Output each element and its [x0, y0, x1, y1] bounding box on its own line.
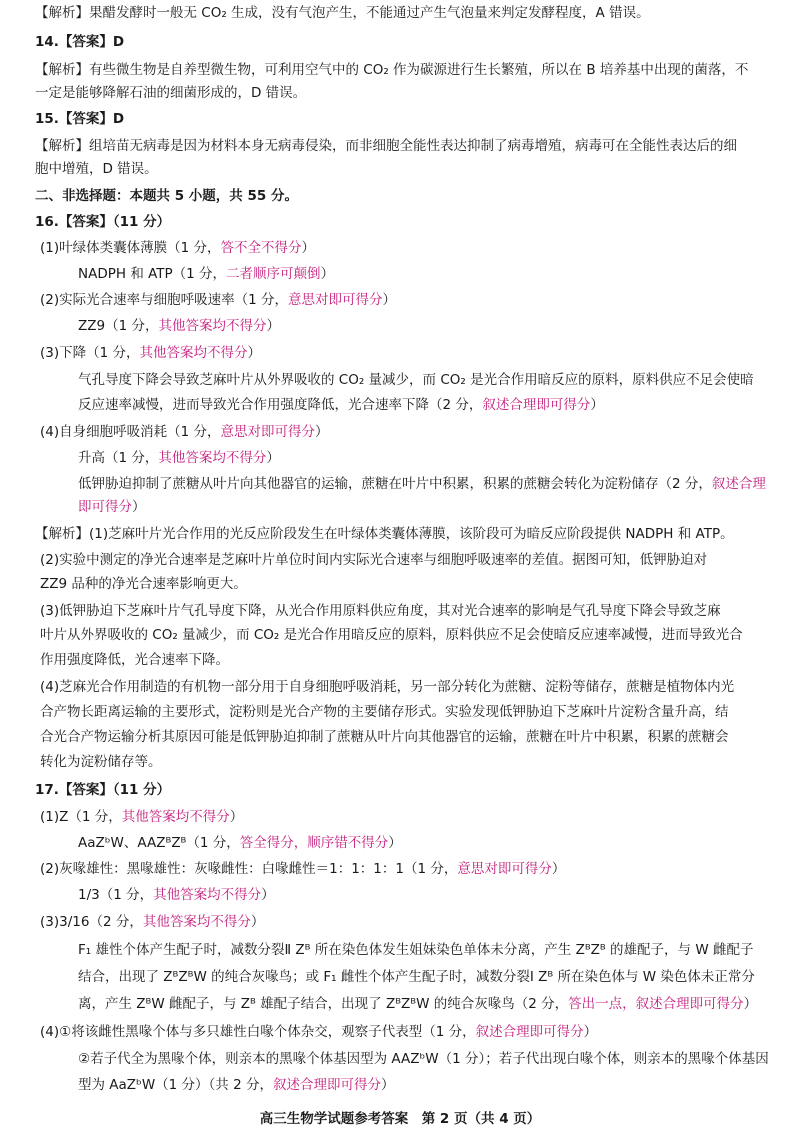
text-line: 【解析】果醋发酵时一般无 CO₂ 生成，没有气泡产生，不能通过产生气泡量来判定发酵程度，A 错误。: [35, 5, 650, 21]
grading-note: 其他答案均不得分: [153, 887, 262, 903]
answer-line: 升高（1 分，其他答案均不得分）: [78, 450, 280, 466]
grading-note: 其他答案均不得分: [158, 318, 267, 334]
answer-line: F₁ 雄性个体产生配子时，减数分裂Ⅱ Zᴮ 所在染色体发生姐妹染色单体未分离，产生 ZᴮZᴮ 的雄配子，与 W 雌配子: [78, 942, 754, 958]
answer-line: 气孔导度下降会导致芝麻叶片从外界吸收的 CO₂ 量减少，而 CO₂ 是光合作用暗反应的原料，原料供应不足会使暗: [78, 372, 754, 388]
grading-note: 叙述合理: [711, 476, 766, 492]
grading-note: 其他答案均不得分: [158, 450, 267, 466]
answer-line: 型为 AaZᵇW（1 分）（共 2 分，叙述合理即可得分）: [78, 1077, 395, 1093]
explanation-line: 转化为淀粉储存等。: [40, 754, 162, 770]
explanation-line: 叶片从外界吸收的 CO₂ 量减少，而 CO₂ 是光合作用暗反应的原料，原料供应不足会使暗反应速率减慢，进而导致光合: [40, 627, 743, 643]
grading-note: 意思对即可得分: [288, 292, 383, 308]
answer-line: 结合，出现了 ZᴮZᴮW 的纯合灰喙鸟；或 F₁ 雌性个体产生配子时，减数分裂Ⅰ Zᴮ 所在染色体与 W 染色体未正常分: [78, 969, 755, 985]
answer-line: 即可得分）: [78, 499, 146, 515]
page-footer: 高三生物学试题参考答案 第 2 页（共 4 页）: [259, 1111, 541, 1127]
explanation-line: ZZ9 品种的净光合速率影响更大。: [40, 576, 247, 592]
explanation-line: 作用强度降低，光合速率下降。: [40, 652, 229, 668]
grading-note: 答出一点，叙述合理即可得分: [568, 996, 744, 1012]
answer-line: (3)下降（1 分，其他答案均不得分）: [40, 345, 262, 361]
explanation-line: (4)芝麻光合作用制造的有机物一部分用于自身细胞呼吸消耗，另一部分转化为蔗糖、淀粉等储存，蔗糖是植物体内光: [40, 679, 735, 695]
answer-line: 离，产生 ZᴮW 雌配子，与 Zᴮ 雄配子结合，出现了 ZᴮZᴮW 的纯合灰喙鸟（2 分，答出一点，叙述合理即可得分）: [78, 996, 758, 1012]
grading-note: 叙述合理即可得分: [272, 1077, 381, 1093]
grading-note: 二者顺序可颠倒: [226, 266, 321, 282]
grading-note: 意思对即可得分: [220, 424, 316, 440]
explanation-line: (2)实验中测定的净光合速率是芝麻叶片单位时间内实际光合速率与细胞呼吸速率的差值。据图可知，低钾胁迫对: [40, 552, 708, 568]
explanation-line: 【解析】(1)芝麻叶片光合作用的光反应阶段发生在叶绿体类囊体薄膜，该阶段可为暗反应阶段提供 NADPH 和 ATP。: [35, 526, 734, 542]
explanation-line: 合产物长距离运输的主要形式，淀粉则是光合产物的主要储存形式。实验发现低钾胁迫下芝麻叶片淀粉含量升高，结: [40, 704, 729, 720]
grading-note: 其他答案均不得分: [139, 345, 248, 361]
question-heading-16: 16.【答案】（11 分）: [35, 214, 171, 230]
answer-line: ZZ9（1 分，其他答案均不得分）: [78, 318, 280, 334]
answer-line: (2)实际光合速率与细胞呼吸速率（1 分，意思对即可得分）: [40, 292, 397, 308]
grading-note: 答全得分，顺序错不得分: [239, 835, 389, 851]
answer-line: ②若子代全为黑喙个体，则亲本的黑喙个体基因型为 AAZᵇW（1 分）；若子代出现白喙个体，则亲本的黑喙个体基因: [78, 1051, 769, 1067]
explanation-line: (3)低钾胁迫下芝麻叶片气孔导度下降，从光合作用原料供应角度，其对光合速率的影响是气孔导度下降会导致芝麻: [40, 603, 721, 619]
answer-line: (1)叶绿体类囊体薄膜（1 分，答不全不得分）: [40, 240, 316, 256]
question-heading-14: 14.【答案】D: [35, 34, 125, 50]
grading-note: 答不全不得分: [220, 240, 302, 256]
answer-line: AaZᵇW、AAZᴮZᴮ（1 分，答全得分，顺序错不得分）: [78, 835, 402, 851]
answer-line: (3)3/16（2 分，其他答案均不得分）: [40, 914, 265, 930]
grading-note: 其他答案均不得分: [121, 809, 230, 825]
grading-note: 叙述合理即可得分: [475, 1024, 584, 1040]
answer-line: 1/3（1 分，其他答案均不得分）: [78, 887, 275, 903]
explanation-line: 合光合产物运输分析其原因可能是低钾胁迫抑制了蔗糖从叶片向其他器官的运输，蔗糖在叶片中积累，积累的蔗糖会: [40, 729, 729, 745]
answer-line: (4)自身细胞呼吸消耗（1 分，意思对即可得分）: [40, 424, 329, 440]
answer-line: 反应速率减慢，进而导致光合作用强度降低，光合速率下降（2 分，叙述合理即可得分）: [78, 397, 604, 413]
text-line: 【解析】有些微生物是自养型微生物，可利用空气中的 CO₂ 作为碳源进行生长繁殖，所以在 B 培养基中出现的菌落，不: [35, 62, 749, 78]
question-heading-15: 15.【答案】D: [35, 111, 125, 127]
answer-line: 低钾胁迫抑制了蔗糖从叶片向其他器官的运输，蔗糖在叶片中积累，积累的蔗糖会转化为淀粉储存（2 分，叙述合理: [78, 476, 766, 492]
answer-line: (4)①将该雌性黑喙个体与多只雄性白喙个体杂交，观察子代表型（1 分，叙述合理即可得分）: [40, 1024, 598, 1040]
question-heading-17: 17.【答案】（11 分）: [35, 782, 171, 798]
answer-line: (2)灰喙雄性：黑喙雄性：灰喙雌性：白喙雌性＝1：1：1：1（1 分，意思对即可得分）: [40, 861, 566, 877]
grading-note: 意思对即可得分: [457, 861, 552, 877]
text-line: 一定是能够降解石油的细菌形成的，D 错误。: [35, 85, 307, 101]
grading-note: 叙述合理即可得分: [482, 397, 591, 413]
section-heading: 二、非选择题：本题共 5 小题，共 55 分。: [35, 188, 298, 204]
grading-note: 其他答案均不得分: [142, 914, 251, 930]
text-line: 胞中增殖，D 错误。: [35, 161, 158, 177]
answer-line: (1)Z（1 分，其他答案均不得分）: [40, 809, 244, 825]
grading-note: 即可得分: [78, 499, 132, 515]
text-line: 【解析】组培苗无病毒是因为材料本身无病毒侵染，而非细胞全能性表达抑制了病毒增殖，病毒可在全能性表达后的细: [35, 138, 737, 154]
answer-line: NADPH 和 ATP（1 分，二者顺序可颠倒）: [78, 266, 335, 282]
